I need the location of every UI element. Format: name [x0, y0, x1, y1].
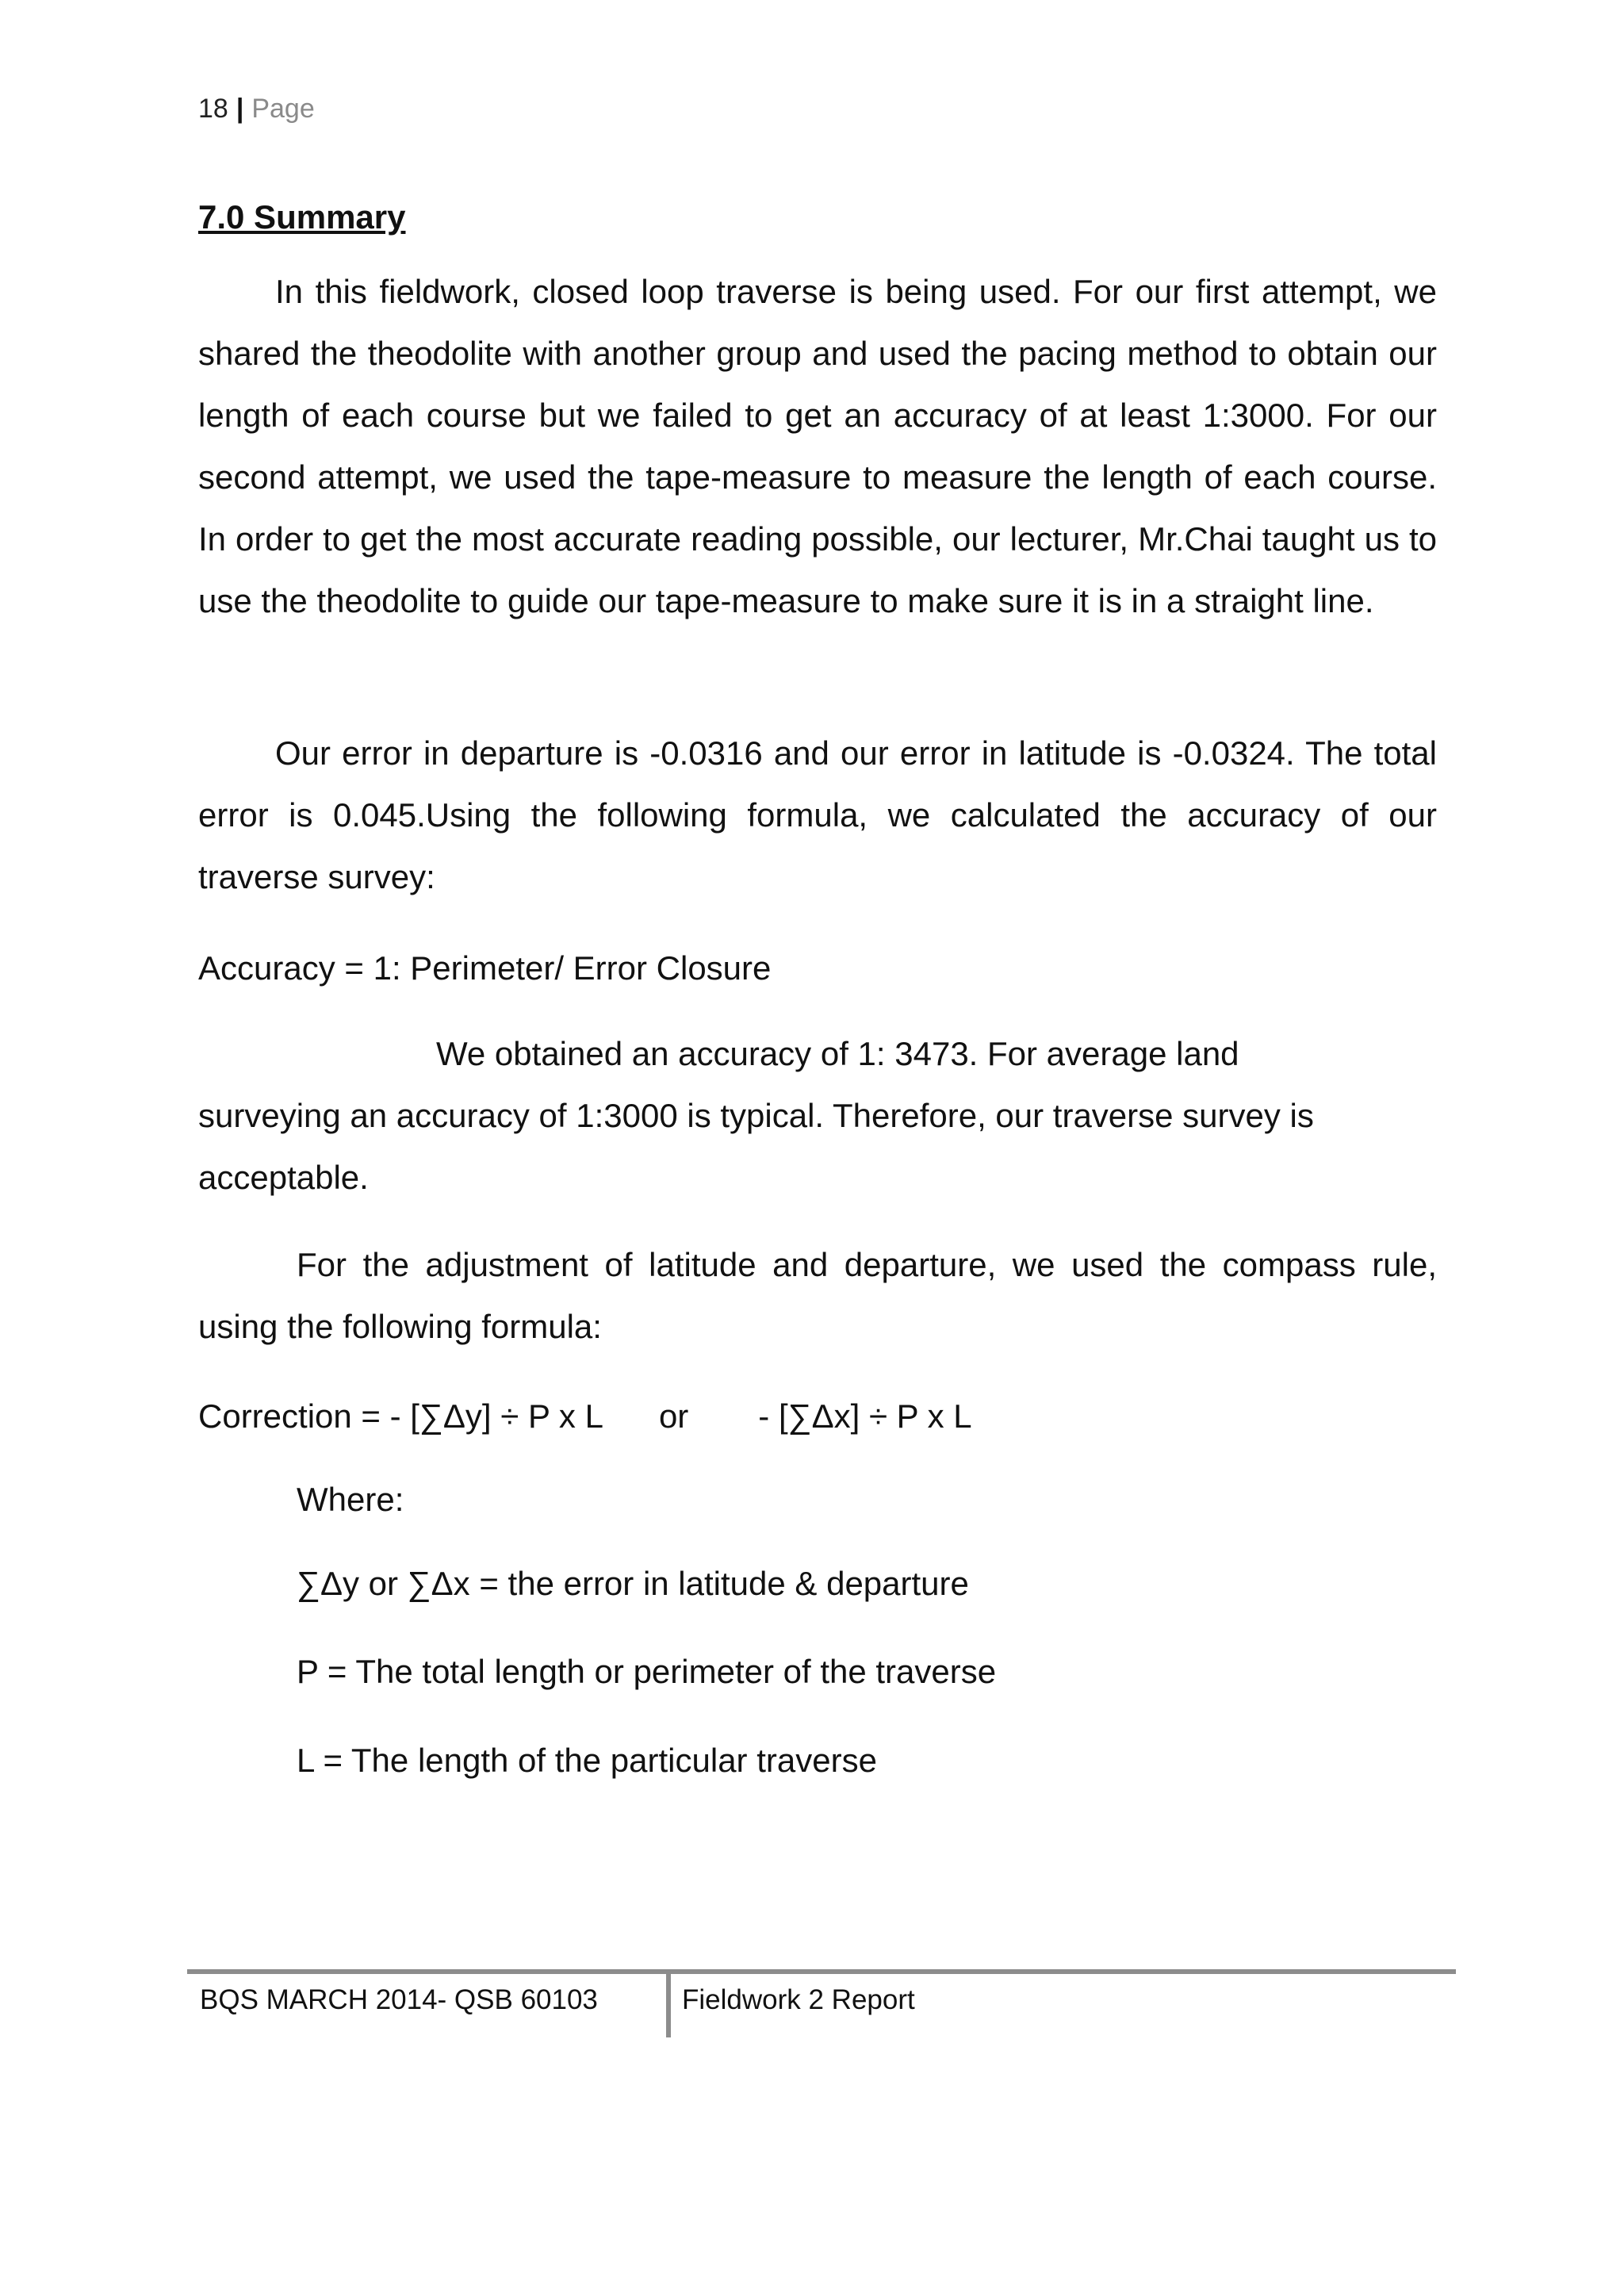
where-definition-perimeter: P = The total length or perimeter of the traverse	[297, 1653, 997, 1690]
page-label: Page	[251, 94, 315, 124]
paragraph-accuracy-line-1: We obtained an accuracy of 1: 3473. For average land	[436, 1035, 1239, 1072]
footer-course-code: BQS MARCH 2014- QSB 60103	[200, 1984, 598, 2015]
page-header	[198, 94, 315, 125]
correction-formula-or: or	[658, 1397, 689, 1435]
correction-formula-departure: - [∑Δx] ÷ P x L	[758, 1397, 972, 1435]
paragraph-fieldwork-method: In this fieldwork, closed loop traverse is being used. For our first attempt, we shared the theodolite with another group and used the pacing method to obtain our length of each course but we failed to get an accuracy of at least 1:3000. For our second attempt, we used the tape-measure to measure the length of each course. In order to get the most accurate reading possible, our lecturer, Mr.Chai taught us to use the theodolite to guide our tape-measure to make sure it is in a straight line.	[198, 273, 1437, 619]
correction-formula-latitude: Correction = - [∑Δy] ÷ P x L	[198, 1397, 603, 1435]
paragraph-accuracy-line-2: surveying an accuracy of 1:3000 is typical. Therefore, our traverse survey is	[198, 1097, 1314, 1134]
where-label: Where:	[297, 1481, 404, 1518]
accuracy-formula: Accuracy = 1: Perimeter/ Error Closure	[198, 949, 772, 987]
page-number: 18	[198, 94, 228, 124]
where-definition-error: ∑Δy or ∑Δx = the error in latitude & departure	[297, 1565, 969, 1602]
header-separator: |	[236, 94, 244, 124]
where-definition-length: L = The length of the particular traverse	[297, 1742, 877, 1779]
paragraph-adjustment: For the adjustment of latitude and departure, we used the compass rule, using the following formula:	[198, 1246, 1437, 1345]
paragraph-accuracy-line-3: acceptable.	[198, 1159, 369, 1196]
footer-rule	[187, 1969, 1456, 1974]
paragraph-error: Our error in departure is -0.0316 and our error in latitude is -0.0324. The total error is 0.045.Using the following formula, we calculated the accuracy of our traverse survey:	[198, 734, 1437, 895]
footer-divider	[666, 1974, 671, 2037]
section-heading: 7.0 Summary	[198, 198, 406, 236]
correction-formula	[198, 1386, 972, 1447]
footer-report-title: Fieldwork 2 Report	[682, 1984, 915, 2015]
